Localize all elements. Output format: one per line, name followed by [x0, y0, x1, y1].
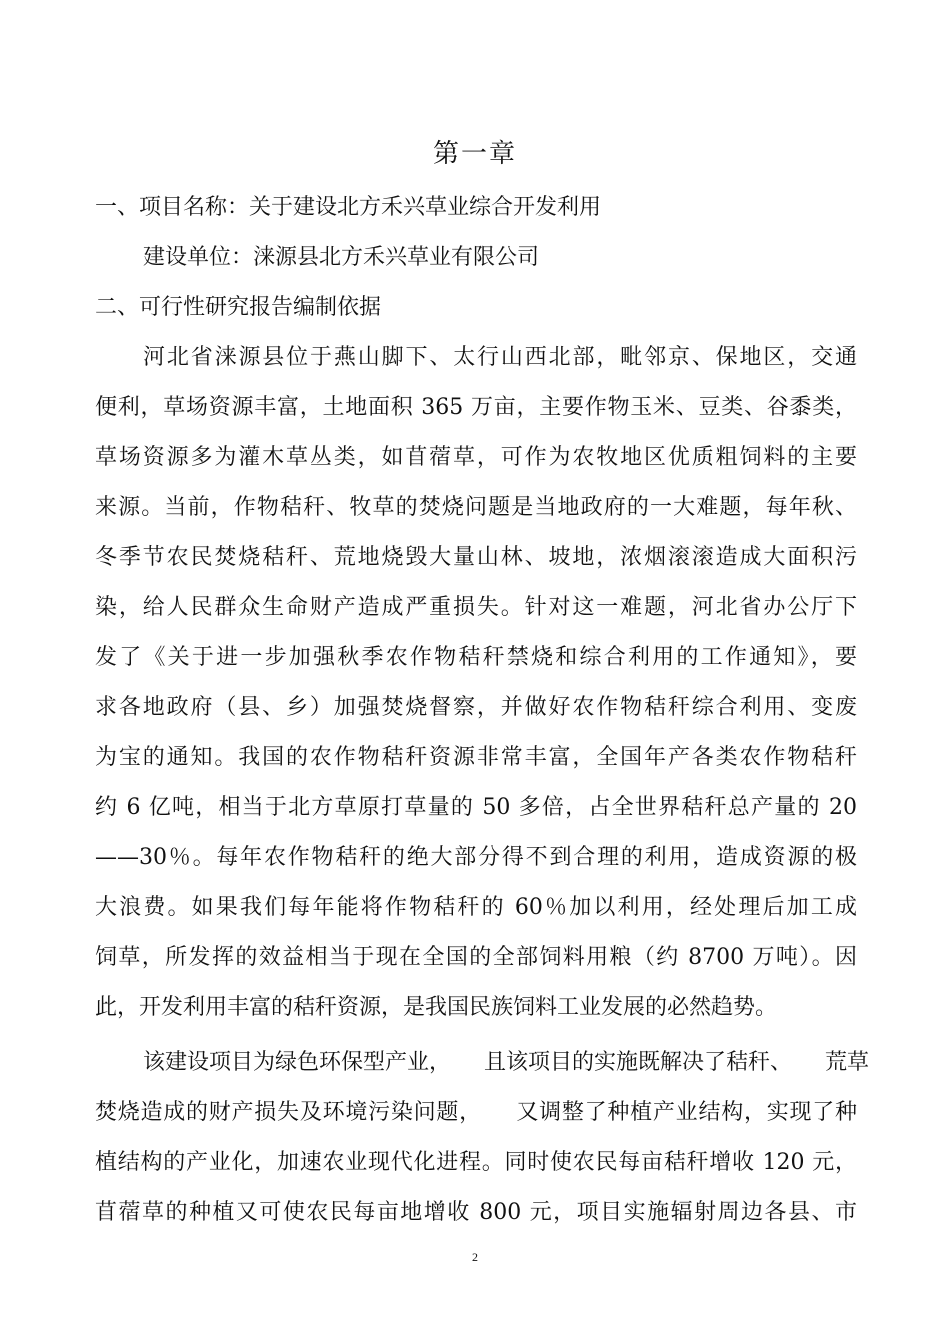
paragraph-line: 河北省涞源县位于燕山脚下、太行山西北部，毗邻京、保地区，交通 — [143, 345, 857, 370]
paragraph-line: 饲草，所发挥的效益相当于现在全国的全部饲料用粮（约 8700 万吨）。因 — [95, 945, 857, 970]
paragraph-line: 发了《关于进一步加强秋季农作物秸秆禁烧和综合利用的工作通知》，要 — [95, 645, 857, 670]
paragraph-line: 约 6 亿吨，相当于北方草原打草量的 50 多倍，占全世界秸秆总产量的 20 — [95, 795, 857, 820]
paragraph-line: 草场资源多为灌木草丛类，如苜蓿草，可作为农牧地区优质粗饲料的主要 — [95, 445, 857, 470]
paragraph-line: ——30％。每年农作物秸秆的绝大部分得不到合理的利用，造成资源的极 — [95, 845, 857, 870]
paragraph-line: 来源。当前，作物秸秆、牧草的焚烧问题是当地政府的一大难题，每年秋、 — [95, 495, 857, 520]
paragraph-line: 此，开发利用丰富的秸秆资源，是我国民族饲料工业发展的必然趋势。 — [95, 995, 778, 1020]
paragraph-line: 大浪费。如果我们每年能将作物秸秆的 60％加以利用，经处理后加工成 — [95, 895, 857, 920]
section-heading-line: 二、可行性研究报告编制依据 — [95, 295, 382, 320]
paragraph-line: 便利，草场资源丰富，土地面积 365 万亩，主要作物玉米、豆类、谷黍类， — [95, 395, 857, 420]
paragraph-line: 苜蓿草的种植又可使农民每亩地增收 800 元，项目实施辐射周边各县、市 — [95, 1200, 857, 1225]
paragraph-line: 染，给人民群众生命财产造成严重损失。针对这一难题，河北省办公厅下 — [95, 595, 857, 620]
construction-unit-line: 建设单位：涞源县北方禾兴草业有限公司 — [143, 245, 540, 270]
page-number: 2 — [472, 1250, 478, 1264]
chapter-title: 第一章 — [432, 139, 517, 169]
paragraph-line: 焚烧造成的财产损失及环境污染问题， 又调整了种植产业结构，实现了种 — [95, 1100, 857, 1125]
paragraph-line: 冬季节农民焚烧秸秆、荒地烧毁大量山林、坡地，浓烟滚滚造成大面积污 — [95, 545, 857, 570]
project-name-line: 一、项目名称：关于建设北方禾兴草业综合开发利用 — [95, 195, 602, 220]
paragraph-line: 为宝的通知。我国的农作物秸秆资源非常丰富，全国年产各类农作物秸秆 — [95, 745, 857, 770]
paragraph-line: 植结构的产业化，加速农业现代化进程。同时使农民每亩秸秆增收 120 元， — [95, 1150, 857, 1175]
paragraph-line: 求各地政府（县、乡）加强焚烧督察，并做好农作物秸秆综合利用、变废 — [95, 695, 857, 720]
paragraph-line: 该建设项目为绿色环保型产业， 且该项目的实施既解决了秸秆、 荒草 — [143, 1050, 870, 1075]
